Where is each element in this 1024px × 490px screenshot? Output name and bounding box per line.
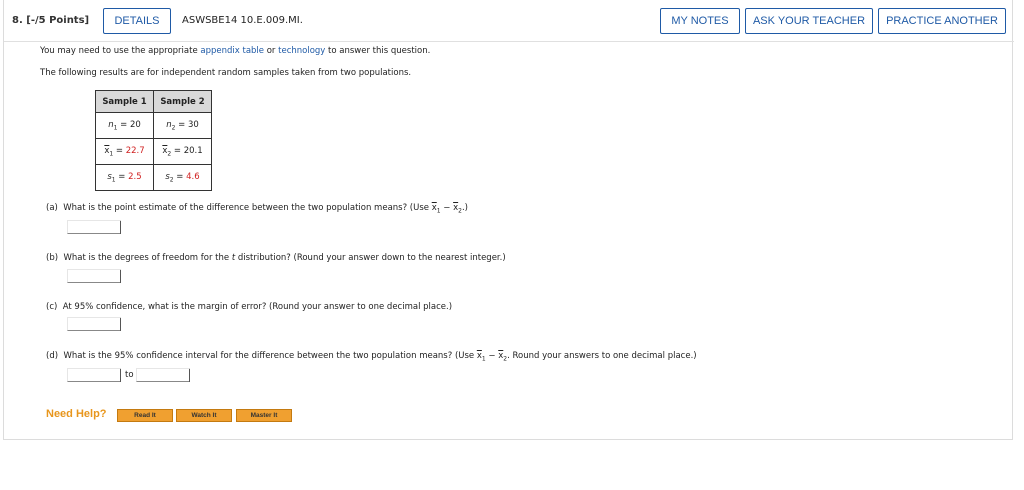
part-b-answer-input[interactable] [67,269,121,283]
n1-cell: $n_1 = 20$ [96,113,154,139]
to-label: to [125,370,134,380]
question-number: 8. [-/5 Points] [12,15,90,26]
intro-line-1: You may need to use the appropriate appendix table or technology to answer this question. [40,46,431,56]
sample-1-header: Sample 1 [96,91,154,113]
my-notes-button[interactable]: MY NOTES [660,8,740,34]
sample-2-header: Sample 2 [154,91,212,113]
practice-another-button[interactable]: PRACTICE ANOTHER [878,8,1006,34]
part-d-lower-input[interactable] [67,368,121,382]
technology-link[interactable]: technology [278,46,326,56]
part-c-question: (c) At 95% confidence, what is the margin of error? (Round your answer to one decimal place.) [46,302,453,312]
master-it-button[interactable]: Master It [236,409,292,422]
n2-cell: $n_2 = 30$ [154,113,212,139]
s2-cell: $s_2 = 4.6$ [154,165,212,191]
part-d-upper-input[interactable] [136,368,190,382]
intro-line-2: The following results are for independent random samples taken from two populations. [40,68,412,78]
part-d-question: (d) What is the 95% confidence interval for the difference between the two population means? (Use $\overline{x}_1 - \overline{x}_2$. Round your answers to one decimal place.) [46,351,697,363]
question-header [4,0,1014,42]
need-help-label: Need Help? [46,408,107,420]
x2-cell: $\overline{x}_2 = 20.1$ [154,139,212,165]
part-a-question: (a) What is the point estimate of the difference between the two population means? (Use $\overline{x}_1 - \overline{x}_2$.) [46,203,468,215]
ask-teacher-button[interactable]: ASK YOUR TEACHER [745,8,873,34]
part-a-answer-input[interactable] [67,220,121,234]
x1-cell: $\overline{x}_1 = 22.7$ [96,139,154,165]
s1-cell: $s_1 = 2.5$ [96,165,154,191]
read-it-button[interactable]: Read It [117,409,173,422]
part-c-answer-input[interactable] [67,317,121,331]
details-button[interactable]: DETAILS [103,8,171,34]
sample-table [95,90,212,191]
question-id: ASWSBE14 10.E.009.MI. [182,15,303,26]
appendix-table-link[interactable]: appendix table [200,46,265,56]
watch-it-button[interactable]: Watch It [176,409,232,422]
part-b-question: (b) What is the degrees of freedom for the t distribution? (Round your answer down to the nearest integer.) [46,253,506,263]
